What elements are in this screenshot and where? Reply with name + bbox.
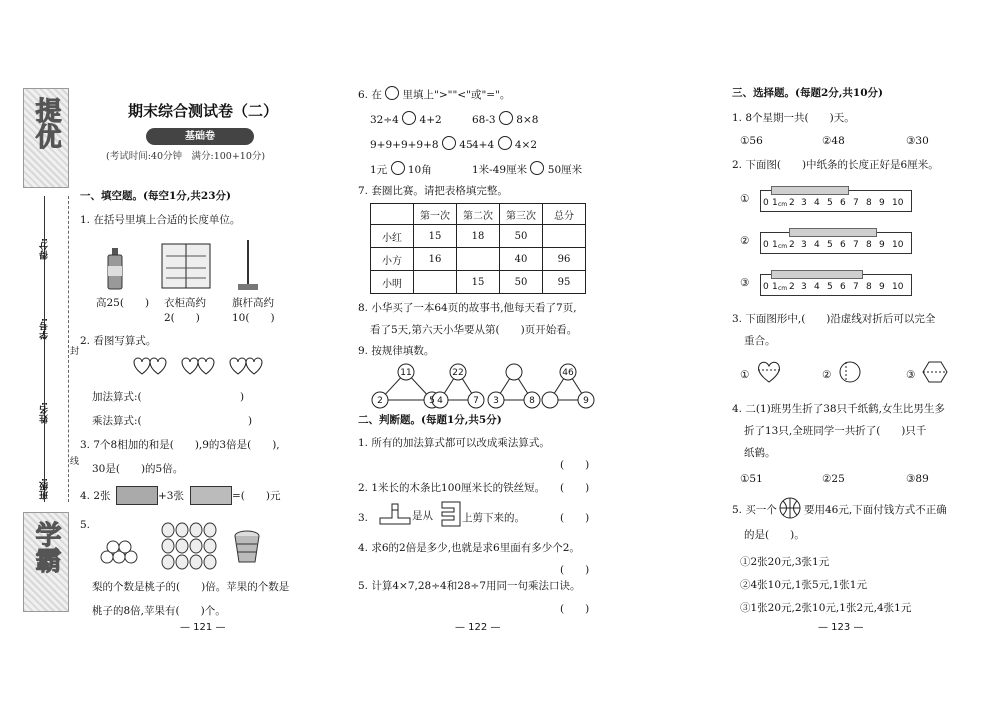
ruler-tick-label: 7 bbox=[853, 198, 859, 208]
table-cell: 小明 bbox=[371, 271, 414, 294]
c1-text: 1. 8个星期一共( )天。 bbox=[732, 112, 855, 124]
j3-answer[interactable]: ( ) bbox=[560, 512, 590, 524]
q6-suffix: 里填上">""<"或"="。 bbox=[402, 89, 511, 101]
section2-heading: 二、判断题。(每题1分,共5分) bbox=[358, 414, 502, 426]
q4-c: =( )元 bbox=[232, 490, 281, 502]
ruler-tick-label: 2 bbox=[789, 240, 795, 250]
table-cell: 15 bbox=[457, 271, 500, 294]
ruler-tick-label: 8 bbox=[866, 198, 872, 208]
ruler-tick-label: 1 bbox=[772, 282, 778, 292]
c5-b: 要用46元,下面付钱方式不正确 bbox=[804, 504, 947, 516]
paper-shape-icon bbox=[440, 500, 462, 528]
ruler-tick-label: 9 bbox=[879, 198, 885, 208]
ruler-option-2-label[interactable]: ② bbox=[740, 235, 750, 247]
table-cell: 总分 bbox=[543, 204, 586, 225]
tri-num: 11 bbox=[400, 368, 412, 378]
q6-row bbox=[472, 161, 582, 177]
table-cell: 第二次 bbox=[457, 204, 500, 225]
table-row bbox=[371, 271, 586, 294]
ruler-tick-label: 0 bbox=[763, 282, 769, 292]
table-cell: 15 bbox=[414, 225, 457, 248]
q6-row bbox=[472, 136, 537, 152]
ruler-option-3-label[interactable]: ③ bbox=[740, 277, 750, 289]
ruler-tick-label: 6 bbox=[840, 240, 846, 250]
ruler-tick-label: 9 bbox=[879, 240, 885, 250]
q7-text: 7. 套圈比赛。请把表格填完整。 bbox=[358, 185, 508, 197]
j5-answer[interactable]: ( ) bbox=[560, 603, 590, 615]
ruler-tick-label: 0 bbox=[763, 198, 769, 208]
pears-icon bbox=[160, 522, 220, 570]
table-cell: 18 bbox=[457, 225, 500, 248]
expr: 10角 bbox=[407, 164, 432, 176]
expr: 4×2 bbox=[514, 139, 538, 151]
table-cell: 96 bbox=[543, 248, 586, 271]
cut-shape-icon bbox=[378, 502, 412, 528]
section1-heading: 一、填空题。(每空1分,共23分) bbox=[80, 190, 232, 202]
expr: 1元 bbox=[370, 164, 388, 176]
expr: 1米-49厘米 bbox=[472, 164, 528, 176]
binding-dash-line bbox=[68, 196, 69, 502]
q1-flagpole-blank: 10( ) bbox=[232, 312, 275, 324]
compare-circle[interactable] bbox=[530, 161, 544, 175]
compare-circle[interactable] bbox=[402, 111, 416, 125]
banknote-icon bbox=[116, 486, 158, 505]
line-mark: 线 bbox=[70, 457, 80, 467]
table-cell: 第一次 bbox=[414, 204, 457, 225]
j4-answer[interactable]: ( ) bbox=[560, 564, 590, 576]
paper-strip bbox=[789, 228, 877, 237]
page-number: — 123 — bbox=[818, 622, 864, 633]
j1-text: 1. 所有的加法算式都可以改成乘法算式。 bbox=[358, 437, 550, 449]
q6-row bbox=[370, 111, 442, 127]
j1-answer[interactable]: ( ) bbox=[560, 459, 590, 471]
table-cell bbox=[371, 204, 414, 225]
ruler-tick-label: 5 bbox=[827, 240, 833, 250]
ruler-tick-label: 4 bbox=[814, 282, 820, 292]
table-cell: 第三次 bbox=[500, 204, 543, 225]
c3-option-3[interactable]: ③ bbox=[906, 369, 916, 381]
q5-line2: 桃子的8倍,苹果有( )个。 bbox=[92, 605, 226, 617]
expr: 9+9+9+9+8 bbox=[370, 139, 439, 151]
ruler-tick-label: 2 bbox=[789, 282, 795, 292]
c4-line1: 4. 二(1)班男生折了38只千纸鹤,女生比男生多 bbox=[732, 403, 945, 415]
c4-option-3[interactable]: ③89 bbox=[906, 473, 929, 485]
ruler-tick-label: 6 bbox=[840, 282, 846, 292]
tri-num: 22 bbox=[452, 368, 464, 378]
ruler-tick-label: 8 bbox=[866, 240, 872, 250]
ruler-tick-label: 3 bbox=[801, 282, 807, 292]
expr: 8×8 bbox=[516, 114, 539, 126]
tri-num: 4 bbox=[437, 396, 443, 406]
ruler-tick-label: 3 bbox=[801, 240, 807, 250]
basketball-icon bbox=[778, 496, 802, 520]
q9-text: 9. 按规律填数。 bbox=[358, 345, 435, 357]
q3-line2: 30是( )的5倍。 bbox=[92, 463, 184, 475]
spine-name-label: 姓名: bbox=[40, 402, 50, 424]
ruler-tick-label: 0 bbox=[763, 240, 769, 250]
table-row bbox=[371, 225, 586, 248]
ruler-tick-label: 5 bbox=[827, 198, 833, 208]
spine-bottom-text: 学霸 bbox=[31, 521, 61, 573]
q2-mul-close: ) bbox=[248, 415, 253, 427]
c5-a: 5. 买一个 bbox=[732, 504, 777, 516]
q6-row bbox=[370, 136, 473, 152]
ruler-tick-label: 7 bbox=[853, 240, 859, 250]
bottle-icon bbox=[104, 248, 126, 290]
q6-prefix: 6. 在 bbox=[358, 89, 382, 101]
j2-answer[interactable]: ( ) bbox=[560, 482, 590, 494]
table-cell: 50 bbox=[500, 271, 543, 294]
section3-heading: 三、选择题。(每题2分,共10分) bbox=[732, 87, 884, 99]
expr: 32÷4 bbox=[370, 114, 399, 126]
expr: 4+4 bbox=[472, 139, 495, 151]
compare-circle[interactable] bbox=[391, 161, 405, 175]
q5-line1: 梨的个数是桃子的( )倍。苹果的个数是 bbox=[92, 581, 290, 593]
flagpole-icon bbox=[236, 238, 260, 292]
page-number: — 122 — bbox=[455, 622, 501, 633]
c5-option-1[interactable]: ①2张20元,3张1元 bbox=[740, 556, 830, 568]
q6-row bbox=[370, 161, 432, 177]
subtitle-pill: 基础卷 bbox=[146, 128, 254, 145]
tri-num: 5 bbox=[429, 396, 435, 406]
page-number: — 121 — bbox=[180, 622, 226, 633]
j4-text: 4. 求6的2倍是多少,也就是求6里面有多少个2。 bbox=[358, 542, 580, 554]
j2-text: 2. 1米长的木条比100厘米长的铁丝短。 bbox=[358, 482, 546, 494]
compare-circle[interactable] bbox=[442, 136, 456, 150]
exam-info: (考试时间:40分钟 满分:100+10分) bbox=[106, 151, 266, 162]
q3-line1: 3. 7个8相加的和是( ),9的3倍是( ), bbox=[80, 439, 280, 451]
q4-a: 4. 2张 bbox=[80, 490, 111, 502]
spine-class-label: 班级: bbox=[40, 478, 50, 500]
expr: 50厘米 bbox=[547, 164, 583, 176]
table-cell[interactable] bbox=[543, 225, 586, 248]
c5-option-3[interactable]: ③1张20元,2张10元,1张2元,4张1元 bbox=[740, 602, 912, 614]
paper-strip bbox=[771, 270, 863, 279]
q2-add: 加法算式:( bbox=[92, 391, 142, 403]
ruler-tick-label: cm bbox=[778, 285, 788, 292]
spine-top-text: 提优 bbox=[31, 97, 61, 149]
table-cell[interactable] bbox=[457, 248, 500, 271]
hexagon-shape-icon bbox=[922, 360, 948, 384]
apple-basket-icon bbox=[232, 530, 262, 564]
tri-num: 3 bbox=[493, 396, 499, 406]
ruler-tick-label: cm bbox=[778, 243, 788, 250]
spine-top-banner bbox=[23, 88, 69, 188]
c3-line2: 重合。 bbox=[744, 335, 776, 347]
seal-mark: 封 bbox=[70, 347, 80, 357]
score-table bbox=[370, 203, 586, 294]
tri-num: 46 bbox=[562, 368, 574, 378]
compare-circle[interactable] bbox=[498, 136, 512, 150]
ruler-tick-label: 4 bbox=[814, 240, 820, 250]
expr: 68-3 bbox=[472, 114, 496, 126]
ruler-tick-label: 1 bbox=[772, 198, 778, 208]
ruler-tick-label: 1 bbox=[772, 240, 778, 250]
q1-text: 1. 在括号里填上合适的长度单位。 bbox=[80, 214, 241, 226]
ruler-tick-label: 3 bbox=[801, 198, 807, 208]
table-cell[interactable] bbox=[414, 271, 457, 294]
table-cell: 小方 bbox=[371, 248, 414, 271]
j3-num: 3. bbox=[358, 512, 369, 524]
q1-wardrobe-blank: 2( ) bbox=[164, 312, 200, 324]
spine-student-no-label: 学号: bbox=[40, 318, 50, 340]
q6-text bbox=[358, 86, 510, 102]
expr: 4+2 bbox=[419, 114, 442, 126]
c1-option-1[interactable]: ①56 bbox=[740, 135, 763, 147]
spine-bottom-banner bbox=[23, 512, 69, 612]
ruler-tick-label: 10 bbox=[892, 240, 904, 250]
ruler-tick-label: cm bbox=[778, 201, 788, 208]
wardrobe-icon bbox=[160, 242, 212, 290]
q6-row bbox=[472, 111, 538, 127]
q2-mul: 乘法算式:( bbox=[92, 415, 142, 427]
q8-line2: 看了5天,第六天小华要从第( )页开始看。 bbox=[370, 324, 578, 336]
table-header-row bbox=[371, 204, 586, 225]
table-cell: 16 bbox=[414, 248, 457, 271]
banknote-icon bbox=[190, 486, 232, 505]
c4-option-2[interactable]: ②25 bbox=[822, 473, 845, 485]
j5-text: 5. 计算4×7,28÷4和28÷7用同一句乘法口诀。 bbox=[358, 580, 581, 592]
page-title: 期末综合测试卷（二） bbox=[128, 102, 279, 120]
compare-circle bbox=[385, 86, 399, 100]
triangle-pattern bbox=[368, 362, 604, 410]
q4-b: +3张 bbox=[158, 490, 184, 502]
q2-add-close: ) bbox=[240, 391, 245, 403]
c4-line2: 折了13只,全班同学一共折了( )只千 bbox=[744, 425, 927, 437]
ruler-tick-label: 4 bbox=[814, 198, 820, 208]
ruler-tick-label: 7 bbox=[853, 282, 859, 292]
table-cell: 小红 bbox=[371, 225, 414, 248]
ruler-tick-label: 6 bbox=[840, 198, 846, 208]
table-row bbox=[371, 248, 586, 271]
tri-num: 2 bbox=[377, 396, 383, 406]
c5-c: 的是( )。 bbox=[744, 529, 805, 541]
ruler-tick-label: 8 bbox=[866, 282, 872, 292]
c4-option-1[interactable]: ①51 bbox=[740, 473, 763, 485]
tri-num: 9 bbox=[583, 396, 589, 406]
tri-num: 8 bbox=[529, 396, 535, 406]
compare-circle[interactable] bbox=[499, 111, 513, 125]
heart-shape-icon bbox=[756, 360, 782, 384]
q5-number: 5. bbox=[80, 519, 91, 531]
c3-line1: 3. 下面图形中,( )沿虚线对折后可以完全 bbox=[732, 313, 936, 325]
c5-option-2[interactable]: ②4张10元,1张5元,1张1元 bbox=[740, 579, 867, 591]
table-cell: 40 bbox=[500, 248, 543, 271]
q1-wardrobe-label: 衣柜高约 bbox=[164, 297, 206, 309]
table-cell: 95 bbox=[543, 271, 586, 294]
circle-shape-icon bbox=[838, 360, 862, 384]
ruler bbox=[760, 232, 912, 254]
hearts-icon bbox=[130, 356, 280, 378]
ruler-tick-label: 2 bbox=[789, 198, 795, 208]
spine-score-label: 得分: bbox=[40, 238, 50, 260]
ruler-tick-label: 5 bbox=[827, 282, 833, 292]
ruler-tick-label: 10 bbox=[892, 282, 904, 292]
c2-text: 2. 下面图( )中纸条的长度正好是6厘米。 bbox=[732, 159, 939, 171]
ruler bbox=[760, 190, 912, 212]
table-cell: 50 bbox=[500, 225, 543, 248]
j3-tail: 上剪下来的。 bbox=[462, 512, 525, 524]
c1-option-2[interactable]: ②48 bbox=[822, 135, 845, 147]
ruler bbox=[760, 274, 912, 296]
tri-num: 7 bbox=[473, 396, 479, 406]
c3-option-2[interactable]: ② bbox=[822, 369, 832, 381]
paper-strip bbox=[771, 186, 849, 195]
ruler-option-1-label[interactable]: ① bbox=[740, 193, 750, 205]
ruler-tick-label: 9 bbox=[879, 282, 885, 292]
c3-option-1[interactable]: ① bbox=[740, 369, 750, 381]
q2-text: 2. 看图写算式。 bbox=[80, 335, 157, 347]
q1-bottle-label: 高25( ) bbox=[96, 297, 150, 309]
c1-option-3[interactable]: ③30 bbox=[906, 135, 929, 147]
j3-mid: 是从 bbox=[412, 510, 433, 522]
peaches-icon bbox=[100, 540, 146, 566]
q8-line1: 8. 小华买了一本64页的故事书,他每天看了7页, bbox=[358, 302, 577, 314]
c4-line3: 纸鹤。 bbox=[744, 447, 776, 459]
q1-flagpole-label: 旗杆高约 bbox=[232, 297, 274, 309]
expr: 45 bbox=[459, 139, 473, 151]
ruler-tick-label: 10 bbox=[892, 198, 904, 208]
